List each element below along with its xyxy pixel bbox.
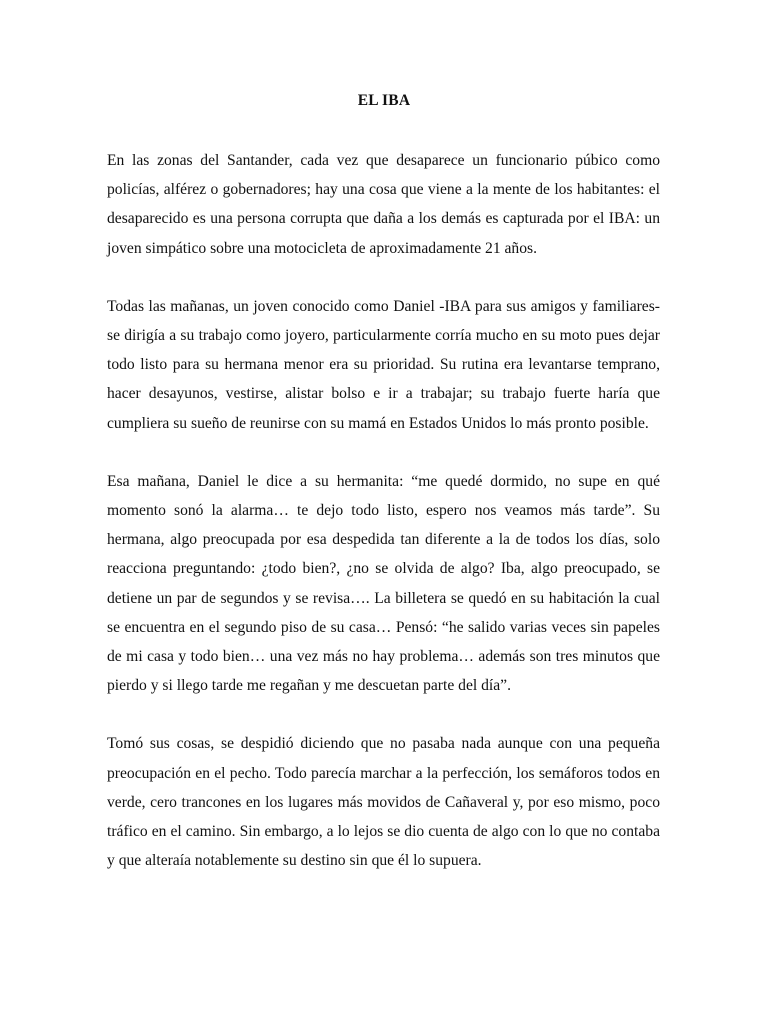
document-title: EL IBA	[357, 92, 411, 109]
paragraph: Todas las mañanas, un joven conocido como Daniel -IBA para sus amigos y familiares- se dirigía a su trabajo como joyero, particularmente corría mucho en su moto pues dejar todo listo para su hermana menor era su prioridad. Su rutina era levantarse temprano, hacer desayunos, vestirse, alistar bolso e ir a trabajar; su trabajo fuerte haría que cumpliera su sueño de reunirse con su mamá en Estados Unidos lo más pronto posible.	[107, 297, 660, 432]
paragraph: Tomó sus cosas, se despidió diciendo que no pasaba nada aunque con una pequeña preocupación en el pecho. Todo parecía marchar a la perfección, los semáforos todos en verde, cero trancones en los lugares más movidos de Cañaveral y, por eso mismo, poco tráfico en el camino. Sin embargo, a lo lejos se dio cuenta de algo con lo que no contaba y que alteraía notablemente su destino sin que él lo supuera.	[107, 735, 660, 870]
paragraph: En las zonas del Santander, cada vez que desaparece un funcionario púbico como policías, alférez o gobernadores; hay una cosa que viene a la mente de los habitantes: el desaparecido es una persona corrupta que daña a los demás es capturada por el IBA: un joven simpático sobre una motocicleta de aproximadamente 21 años.	[107, 152, 660, 257]
paragraph: Esa mañana, Daniel le dice a su hermanita: “me quedé dormido, no supe en qué momento sonó la alarma… te dejo todo listo, espero nos veamos más tarde”. Su hermana, algo preocupada por esa despedida tan diferente a la de todos los días, solo reacciona preguntando: ¿todo bien?, ¿no se olvida de algo? Iba, algo preocupado, se detiene un par de segundos y se revisa…. La billetera se quedó en su habitación la cual se encuentra en el segundo piso de su casa… Pensó: “he salido varias veces sin papeles de mi casa y todo bien… una vez más no hay problema… además son tres minutos que pierdo y si llego tarde me regañan y me descuetan parte del día”.	[107, 472, 660, 695]
document-body	[107, 146, 660, 875]
